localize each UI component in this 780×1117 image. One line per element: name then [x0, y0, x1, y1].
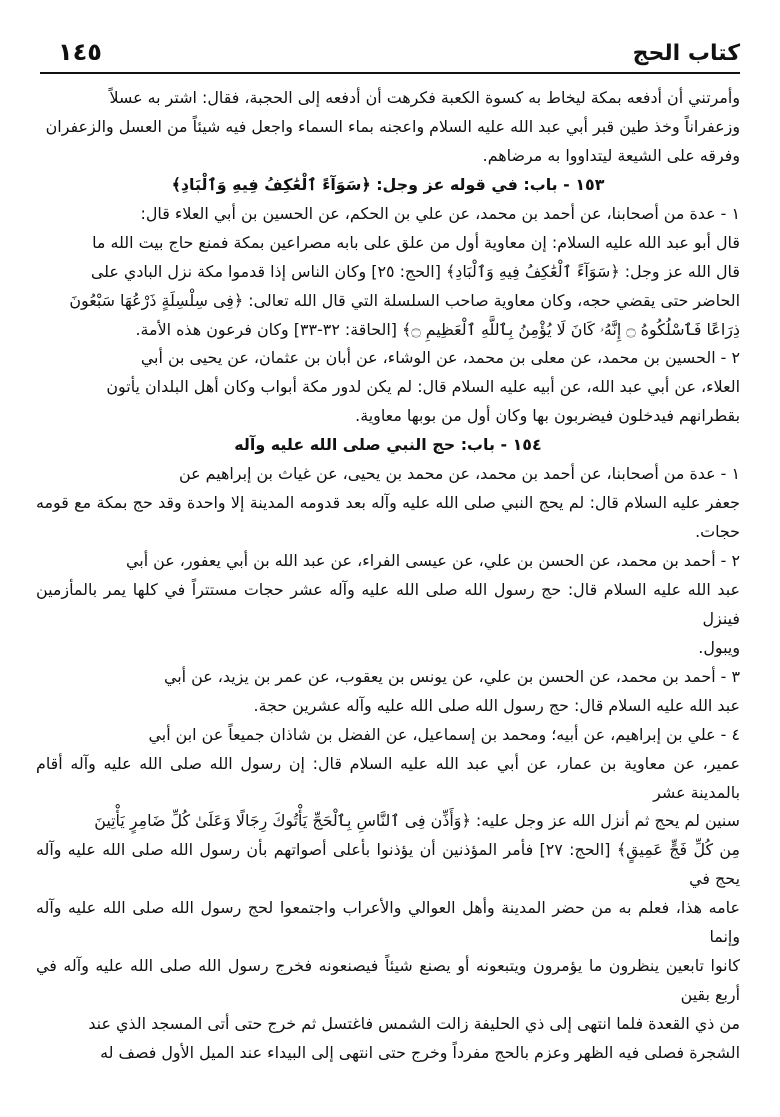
hadith-paragraph: [36, 460, 740, 547]
text-line: وفرقه على الشيعة ليتداووا به مرضاهم.: [482, 145, 740, 165]
hadith-paragraph: [36, 84, 740, 171]
text-line: كانوا تابعين ينظرون ما يؤمرون ويتبعونه أو يصنع شيئاً فيصنعونه فخرج رسول الله صلى الله عليه وآله في أربع بقين: [36, 956, 740, 1005]
chapter-heading: [36, 171, 740, 200]
text-line: ١ - عدة من أصحابنا، عن أحمد بن محمد، عن علي بن الحكم، عن الحسين بن أبي العلاء قال:: [140, 203, 740, 223]
text-line: ١٥٤ - باب: حج النبي صلى الله عليه وآله: [234, 435, 542, 455]
text-line: جعفر عليه السلام قال: لم يحج النبي صلى الله عليه وآله بعد قدومه المدينة إلا واحدة وقد حج بمكة مع قومه حجات.: [36, 493, 740, 542]
text-line: قال أبو عبد الله عليه السلام: إن معاوية أول من علق على بابه مصراعين بمكة فمنع حاج بيت الله ما: [92, 232, 740, 252]
chapter-heading: [36, 431, 740, 460]
text-line: ١٥٣ - باب: في قوله عز وجل: ﴿سَوَآءً ٱلْعَٰكِفُ فِيهِ وَٱلْبَادِ﴾: [171, 174, 605, 194]
hadith-paragraph: [36, 547, 740, 663]
text-line: ٢ - أحمد بن محمد، عن الحسن بن علي، عن عيسى الفراء، عن عبد الله بن أبي يعفور، عن أبي: [126, 551, 740, 570]
text-line: بقطرانهم فيدخلون فيضربون بها وكان أول من بوبها معاوية.: [355, 406, 740, 426]
text-line: عامه هذا، فعلم به من حضر المدينة وأهل العوالي والأعراب واجتمعوا لحج رسول الله صلى الله عليه وآله وإنما: [36, 898, 740, 947]
text-line: من ذي القعدة فلما انتهى إلى ذي الحليفة زالت الشمس فاغتسل ثم خرج حتى أتى المسجد الذي عند: [88, 1014, 740, 1033]
text-line: وزعفراناً وخذ طين قبر أبي عبد الله عليه السلام واعجنه بماء السماء واجعل فيه شيئاً من العسل والزعفران: [45, 116, 740, 136]
text-line: ويبول.: [698, 637, 740, 657]
text-line: قال الله عز وجل: ﴿سَوَآءً ٱلْعَٰكِفُ فِيهِ وَٱلْبَادِ﴾ [الحج: ٢٥] وكان الناس إذا قدموا مكة نزل البادي على: [90, 261, 740, 281]
running-title: كتاب الحج: [632, 41, 740, 66]
text-line: مِن كُلِّ فَجٍّ عَمِيقٍ﴾ [الحج: ٢٧] فأمر المؤذنين أن يؤذنوا بأعلى أصواتهم بأن رسول الله صلى الله عليه وآله يحج في: [36, 840, 741, 889]
text-line: عمير، عن معاوية بن عمار، عن أبي عبد الله عليه السلام قال: إن رسول الله صلى الله عليه وآله أقام بالمدينة عشر: [36, 753, 740, 802]
text-line: ذِرَاعًا فَٱسْلُكُوهُ ۝ إِنَّهُۥ كَانَ لَا يُؤْمِنُ بِٱللَّهِ ٱلْعَظِيمِ ۝﴾ [الحاقة: ٣٢-٣٣] وكان فرعون هذه الأمة.: [135, 319, 740, 339]
hadith-paragraph: [36, 721, 740, 1068]
hadith-paragraph: [36, 663, 740, 721]
text-line: ٤ - علي بن إبراهيم، عن أبيه؛ ومحمد بن إسماعيل، عن الفضل بن شاذان جميعاً عن ابن أبي: [148, 724, 740, 744]
page-header: [40, 28, 740, 74]
text-line: العلاء، عن أبي عبد الله، عن أبيه عليه السلام قال: لم يكن لدور مكة أبواب وكان أهل البلدان يأتون: [106, 377, 740, 397]
text-line: ١ - عدة من أصحابنا، عن أحمد بن محمد، عن محمد بن يحيى، عن غياث بن إبراهيم عن: [179, 464, 740, 484]
text-line: الحاضر حتى يقضي حجه، وكان معاوية صاحب السلسلة التي قال الله تعالى: ﴿فِى سِلْسِلَةٍ ذَرْعُهَا سَبْعُونَ: [69, 290, 740, 310]
text-line: عبد الله عليه السلام قال: حج رسول الله صلى الله عليه وآله عشرين حجة.: [253, 695, 740, 715]
page-number: ١٤٥: [58, 38, 102, 66]
text-line: عبد الله عليه السلام قال: حج رسول الله صلى الله عليه وآله عشر حجات مستتراً في كلها يمر بالمأزمين فينزل: [36, 579, 740, 628]
text-line: ٢ - الحسين بن محمد، عن معلى بن محمد، عن الوشاء، عن أبان بن عثمان، عن يحيى بن أبي: [140, 348, 740, 368]
text-line: سنين لم يحج ثم أنزل الله عز وجل عليه: ﴿وَأَذِّن فِى ٱلنَّاسِ بِٱلْحَجِّ يَأْتُوكَ رِجَالًا وَعَلَىٰ كُلِّ ضَامِرٍ يَأْتِينَ: [94, 811, 740, 831]
text-line: الشجرة فصلى فيه الظهر وعزم بالحج مفرداً وخرج حتى انتهى إلى البيداء عند الميل الأول فصف له: [100, 1042, 740, 1062]
page-body: [36, 84, 740, 1107]
hadith-paragraph: [36, 200, 740, 345]
text-line: ٣ - أحمد بن محمد، عن الحسن بن علي، عن يونس بن يعقوب، عن عمر بن يزيد، عن أبي: [163, 666, 740, 686]
hadith-paragraph: [36, 344, 740, 431]
text-line: وأمرتني أن أدفعه بمكة ليخاط به كسوة الكعبة فكرهت أن أدفعه إلى الحجبة، فقال: اشتر به عسلاً: [109, 88, 740, 107]
